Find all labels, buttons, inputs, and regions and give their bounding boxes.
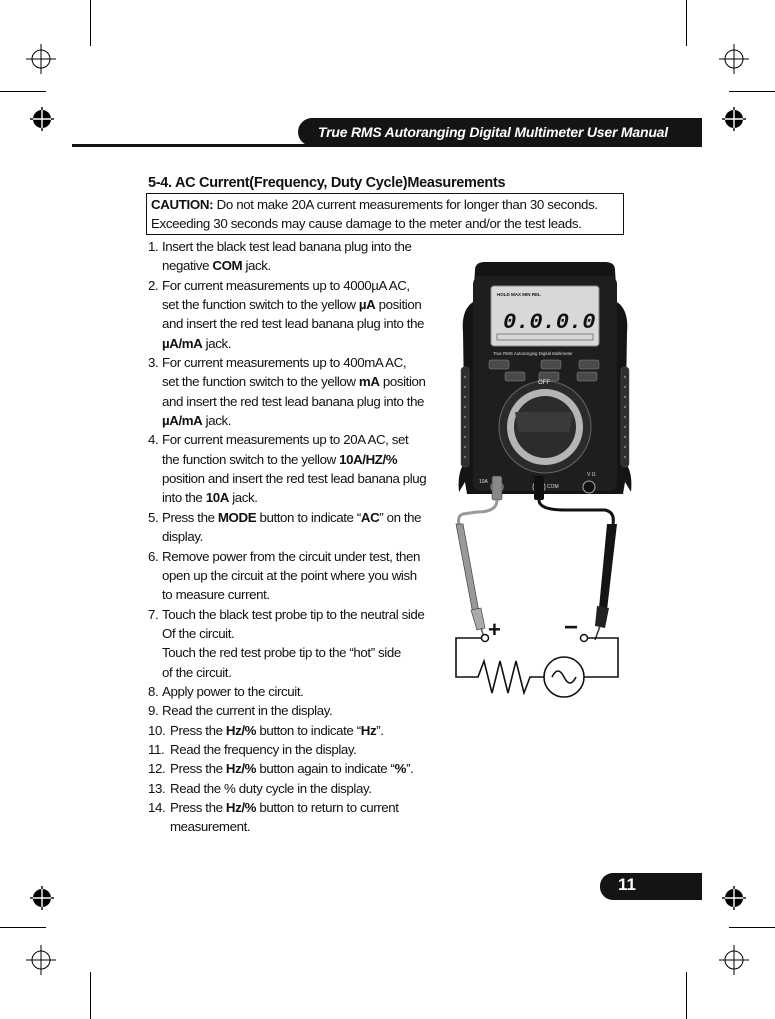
crop-mark [686, 972, 687, 1019]
manual-title: True RMS Autoranging Digital Multimeter User Manual [318, 124, 668, 140]
step-line: the function switch to the yellow 10A/HZ/% [162, 451, 398, 467]
registration-mark-icon [26, 945, 56, 975]
registration-target-icon [722, 886, 746, 910]
step-number: 2. [148, 277, 159, 293]
step-line: Touch the red test probe tip to the “hot” side [162, 645, 401, 661]
step-number: 11. [148, 741, 165, 757]
step-line: and insert the red test lead banana plug into the [162, 316, 425, 332]
registration-mark-icon [719, 44, 749, 74]
step-item [148, 740, 458, 759]
step-line: to measure current. [162, 587, 270, 603]
jack-10a-label: 10A [479, 479, 488, 485]
dial-off-label: OFF [538, 380, 550, 386]
step-line: For current measurements up to 4000µA AC, [162, 277, 410, 293]
step-number: 9. [148, 703, 159, 719]
step-item [148, 798, 458, 837]
crop-mark [90, 0, 91, 46]
step-line: Read the current in the display. [162, 703, 333, 719]
step-number: 3. [148, 355, 159, 371]
step-line: display. [162, 529, 203, 545]
registration-mark-icon [719, 945, 749, 975]
step-item [148, 759, 458, 778]
step-line: Press the MODE button to indicate “AC” on the [162, 509, 422, 525]
jack-com-label: COM [547, 484, 559, 490]
step-item [148, 276, 458, 353]
step-item [148, 353, 458, 430]
registration-target-icon [30, 886, 54, 910]
step-item [148, 237, 458, 276]
step-number: 6. [148, 548, 159, 564]
page-number: 11 [618, 875, 636, 894]
step-line: Touch the black test probe tip to the neutral side [162, 606, 425, 622]
header-rule [72, 144, 702, 147]
step-number: 12. [148, 761, 166, 777]
lcd-digits: 0.0.0.0 [503, 310, 596, 335]
crop-mark [729, 927, 775, 928]
step-number: 4. [148, 432, 159, 448]
step-line: of the circuit. [162, 664, 232, 680]
caution-line-2: Exceeding 30 seconds may cause damage to the meter and/or the test leads. [151, 216, 582, 231]
step-number: 13. [148, 780, 166, 796]
step-line: negative COM jack. [162, 258, 271, 274]
step-item [148, 682, 458, 701]
step-line: Read the frequency in the display. [170, 741, 357, 757]
step-number: 14. [148, 799, 166, 815]
circuit-diagram [452, 615, 624, 705]
registration-mark-icon [26, 44, 56, 74]
step-item [148, 508, 458, 547]
step-line: Of the circuit. [162, 625, 235, 641]
step-line: Insert the black test lead banana plug into the [162, 239, 412, 254]
positive-terminal-symbol: + [488, 617, 501, 642]
meter-brand: True RMS Autoranging Digital Multimeter [493, 351, 573, 356]
step-line: Remove power from the circuit under test, then [162, 548, 421, 564]
step-number: 5. [148, 509, 159, 525]
step-number: 10. [148, 722, 166, 738]
step-line: Read the % duty cycle in the display. [170, 780, 372, 796]
step-item [148, 779, 458, 798]
step-line: Press the Hz/% button to indicate “Hz”. [170, 722, 384, 738]
step-line: For current measurements up to 400mA AC, [162, 355, 407, 371]
page-number-tab [600, 873, 702, 900]
step-line: Apply power to the circuit. [162, 683, 304, 699]
step-item [148, 721, 458, 740]
step-line: set the function switch to the yellow mA position [162, 374, 426, 390]
lcd-header: HOLD MAX MIN REL [497, 292, 541, 297]
step-item [148, 547, 458, 605]
section-title: 5-4. AC Current(Frequency, Duty Cycle)Measurements [148, 175, 506, 191]
step-line: and insert the red test lead banana plug into the [162, 393, 425, 409]
step-line: into the 10A jack. [162, 490, 258, 506]
instruction-steps [148, 237, 458, 837]
step-line: For current measurements up to 20A AC, set [162, 432, 409, 448]
step-number: 8. [148, 683, 159, 699]
caution-box [146, 193, 624, 235]
step-line: Press the Hz/% button again to indicate “%”. [170, 761, 414, 777]
step-line: set the function switch to the yellow µA position [162, 297, 422, 313]
step-line: µA/mA jack. [162, 413, 232, 429]
negative-terminal-symbol: − [564, 615, 579, 641]
crop-mark [90, 972, 91, 1019]
step-number: 7. [148, 606, 159, 622]
step-number: 1. [148, 239, 159, 254]
crop-mark [686, 0, 687, 46]
registration-target-icon [30, 107, 54, 131]
step-line: measurement. [170, 819, 251, 835]
step-line: position and insert the red test lead banana plug [162, 471, 427, 487]
jack-v-label: V Ω [587, 472, 596, 478]
crop-mark [0, 927, 46, 928]
step-line: open up the circuit at the point where you wish [162, 567, 417, 583]
caution-label: CAUTION: [151, 197, 214, 212]
step-item [148, 701, 458, 720]
crop-mark [0, 91, 46, 92]
step-line: Press the Hz/% button to return to current [170, 799, 399, 815]
registration-target-icon [722, 107, 746, 131]
caution-line-1: Do not make 20A current measurements for longer than 30 seconds. [216, 197, 598, 212]
crop-mark [729, 91, 775, 92]
step-item [148, 605, 458, 682]
step-item [148, 430, 458, 507]
step-line: µA/mA jack. [162, 335, 232, 351]
